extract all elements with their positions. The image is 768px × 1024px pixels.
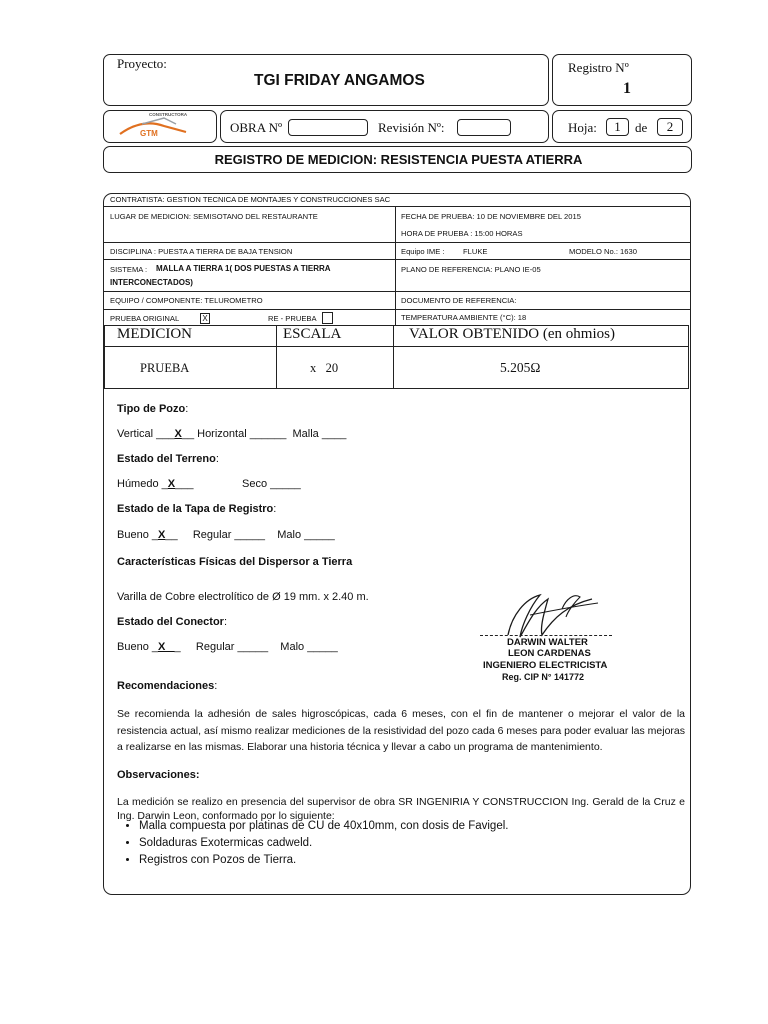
equipo-ime-label: Equipo IME : — [401, 247, 445, 256]
signature-line — [480, 635, 612, 636]
revision-field[interactable] — [457, 119, 511, 136]
stamp-line-1: DARWIN WALTER — [507, 637, 588, 648]
disciplina: DISCIPLINA : PUESTA A TIERRA DE BAJA TENSION — [110, 247, 293, 256]
recomendaciones-text: Se recomienda la adhesión de sales higroscópicas, cada 6 meses, con el fin de mantener o mejorar el valor de la resistencia actual, así mismo realizar mediciones de la resistividad del pozo cada 6 meses para poder evaluar las mejoras a realizarse en las mismas. Elaborar una historia técnica y llevar a cabo un programa de mantenimiento. — [117, 708, 685, 753]
tapa-line: Bueno _X__ Regular _____ Malo _____ — [117, 529, 335, 541]
lugar-medicion: LUGAR DE MEDICION: SEMISOTANO DEL RESTAURANTE — [110, 212, 318, 221]
documento-referencia: DOCUMENTO DE REFERENCIA: — [401, 296, 517, 305]
observaciones-text: La medición se realizo en presencia del supervisor de obra SR INGENIRIA Y CONSTRUCCION Ing. Gerald de la Cruz e Ing. Darwin Leon, conformado por lo siguiente: — [117, 796, 685, 822]
registro-box — [552, 54, 692, 106]
prueba-original: PRUEBA ORIGINAL — [110, 314, 180, 323]
obra-box — [220, 110, 549, 143]
list-item: • Soldaduras Exotermicas cadweld. — [139, 835, 508, 852]
logo-box — [103, 110, 217, 143]
re-prueba: RE - PRUEBA — [268, 314, 317, 323]
equipo-componente: EQUIPO / COMPONENTE: TELUROMETRO — [110, 296, 263, 305]
plano-referencia: PLANO DE REFERENCIA: PLANO IE-05 — [401, 265, 541, 274]
humedo-line: Húmedo _X___ — [117, 478, 194, 490]
contratista: CONTRATISTA: GESTION TECNICA DE MONTAJES Y CONSTRUCCIONES SAC — [110, 195, 391, 204]
fecha-prueba: FECHA DE PRUEBA: 10 DE NOVIEMBRE DEL 2015 — [401, 212, 581, 221]
recomendaciones-heading: Recomendaciones: — [117, 680, 218, 692]
caracteristicas-heading: Características Físicas del Dispersor a Tierra — [117, 556, 353, 568]
logo-text: GTM — [140, 129, 158, 138]
sistema-value-2: INTERCONECTADOS) — [110, 278, 193, 287]
observaciones-list — [120, 818, 508, 869]
conector-heading: Estado del Conector: — [117, 616, 228, 628]
obra-label: OBRA Nº — [230, 120, 283, 135]
conector-line: Bueno _X __ Regular _____ Malo _____ — [117, 641, 338, 653]
list-item: • Malla compuesta por platinas de CU de 40x10mm, con dosis de Favigel. — [139, 818, 508, 835]
project-box — [103, 54, 549, 106]
proyecto-value: TGI FRIDAY ANGAMOS — [254, 72, 425, 89]
hoja-box — [552, 110, 692, 143]
hoja-value[interactable]: 1 — [606, 118, 629, 136]
sistema-value-1: MALLA A TIERRA 1( DOS PUESTAS A TIERRA — [156, 264, 331, 273]
terreno-heading: Estado del Terreno: — [117, 453, 219, 465]
row-valor: 5.205Ω — [500, 360, 541, 375]
proyecto-label: Proyecto: — [117, 56, 167, 71]
row-escala: x 20 — [310, 361, 339, 375]
tapa-heading: Estado de la Tapa de Registro: — [117, 503, 277, 515]
tipo-pozo-heading: Tipo de Pozo: — [117, 403, 189, 415]
header-medicion: MEDICION — [117, 326, 192, 342]
title-box — [103, 146, 692, 173]
header-escala: ESCALA — [283, 326, 342, 342]
de-value[interactable]: 2 — [657, 118, 683, 136]
obra-field[interactable] — [288, 119, 368, 136]
seco-line: Seco _____ — [242, 478, 301, 490]
row-medicion: PRUEBA — [140, 361, 190, 375]
temperatura: TEMPERATURA AMBIENTE (°C): 18 — [401, 313, 527, 322]
header-valor: VALOR OBTENIDO (en ohmios) — [409, 326, 615, 342]
sistema-label: SISTEMA : — [110, 265, 148, 274]
re-prueba-checkbox[interactable] — [322, 312, 333, 324]
prueba-original-checkbox[interactable]: X — [200, 313, 210, 324]
tipo-pozo-line: Vertical ___X__ Horizontal ______ Malla ____ — [117, 428, 347, 440]
modelo: MODELO No.: 1630 — [569, 247, 637, 256]
hoja-label: Hoja: — [568, 120, 597, 135]
registro-value: 1 — [623, 80, 631, 97]
signature — [470, 585, 610, 645]
page-title: REGISTRO DE MEDICION: RESISTENCIA PUESTA ATIERRA — [214, 152, 583, 167]
hora-prueba: HORA DE PRUEBA : 15:00 HORAS — [401, 229, 523, 238]
stamp-line-2: LEON CARDENAS — [508, 648, 591, 659]
list-item: • Registros con Pozos de Tierra. — [139, 852, 508, 869]
de-label: de — [635, 120, 648, 135]
revision-label: Revisión Nº: — [378, 120, 445, 135]
observaciones-heading: Observaciones: — [117, 769, 200, 781]
stamp-line-3: INGENIERO ELECTRICISTA — [483, 660, 608, 671]
varilla-line: Varilla de Cobre electrolítico de Ø 19 mm. x 2.40 m. — [117, 591, 369, 603]
logo-text-top: CONSTRUCTORA — [149, 112, 188, 117]
stamp-line-4: Reg. CIP N° 141772 — [502, 672, 584, 682]
equipo-ime-value: FLUKE — [463, 247, 488, 256]
registro-label: Registro Nº — [568, 60, 629, 75]
